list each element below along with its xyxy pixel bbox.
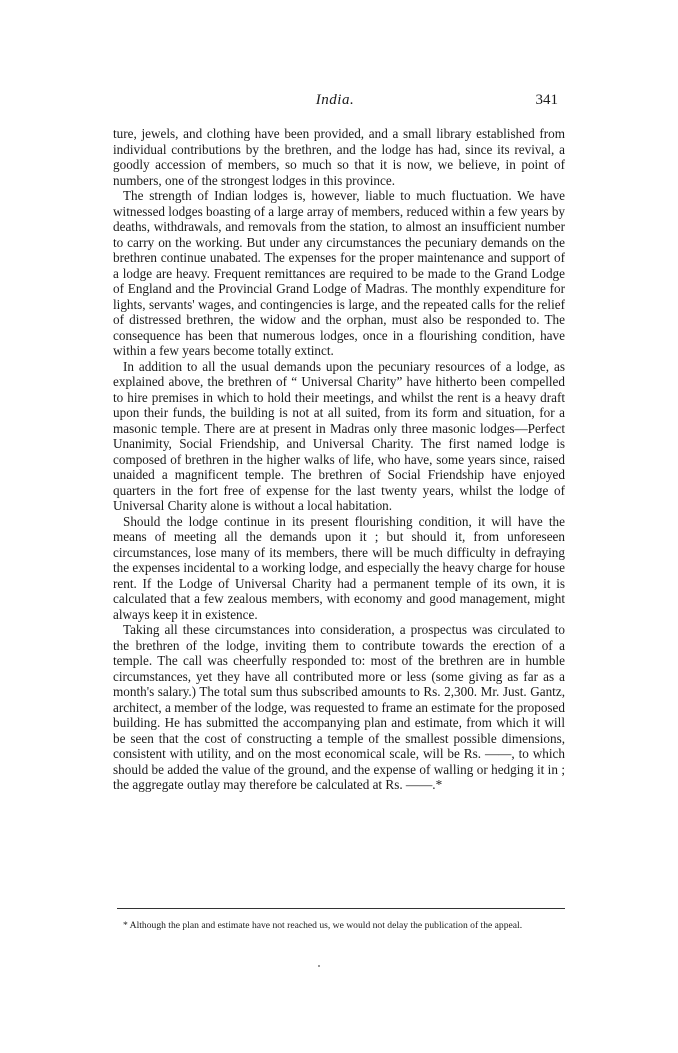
footnote-text: * Although the plan and estimate have not reached us, we would not delay the publication of the appeal. (123, 920, 523, 931)
body-text (113, 126, 565, 793)
paragraph: In addition to all the usual demands upon the pecuniary resources of a lodge, as explained above, the brethren of “ Universal Charity” have hitherto been compelled to hire premises in which to hold their meetings, and whilst the rent is a heavy draft upon their funds, the building is not at all suited, from its form and situation, for a masonic temple. There are at present in Madras only three masonic lodges—Perfect Unanimity, Social Friendship, and Universal Charity. The first named lodge is composed of brethren in the higher walks of life, who have, some years since, raised unaided a magnificent temple. The brethren of Social Friendship have enjoyed quarters in the fort free of expense for the last twenty years, whilst the lodge of Universal Charity alone is without a local habitation. (113, 358, 565, 513)
printing-speck (318, 965, 320, 967)
footnote-divider (117, 908, 565, 909)
paragraph: The strength of Indian lodges is, however, liable to much fluctuation. We have witnessed lodges boasting of a large array of members, reduced within a few years by deaths, withdrawals, and removals from the station, to almost an insufficient number to carry on the working. But under any circumstances the pecuniary demands on the brethren continue unabated. The expenses for the proper maintenance and support of a lodge are heavy. Frequent remittances are required to be made to the Grand Lodge of England and the Provincial Grand Lodge of Madras. The monthly expenditure for lights, servants' wages, and contingencies is large, and the repeated calls for the relief of distressed brethren, the widow and the orphan, must also be responded to. The consequence has been that numerous lodges, once in a flourishing condition, have within a few years become totally extinct. (113, 188, 566, 358)
paragraph: Should the lodge continue in its present flourishing condition, it will have the means of meeting all the demands upon it ; but should it, from unforeseen circumstances, lose many of its members, there will be much difficulty in defraying the expenses incidental to a working lodge, and especially the heavy charge for house rent. If the Lodge of Universal Charity had a permanent temple of its own, it is calculated that a few zealous members, with economy and good management, might always keep it in existence. (113, 513, 565, 622)
footnote (117, 920, 565, 932)
paragraph-continuation: ture, jewels, and clothing have been provided, and a small library established from individual contributions by the brethren, and the lodge has had, since its revival, a goodly accession of members, so much so that it is now, we believe, in point of numbers, one of the strongest lodges in this province. (113, 126, 565, 188)
paragraph: Taking all these circumstances into consideration, a prospectus was circulated to the brethren of the lodge, inviting them to contribute towards the erection of a temple. The call was cheerfully responded to: most of the brethren are in humble circumstances, yet they have all contributed more or less (some giving as far as a month's salary.) The total sum thus subscribed amounts to Rs. 2,300. Mr. Just. Gantz, architect, a member of the lodge, was requested to frame an estimate for the proposed building. He has submitted the accompanying plan and estimate, from which it will be seen that the cost of constructing a temple of the smallest possible dimensions, consistent with utility, and on the most economical scale, will be Rs. ——, to which should be added the value of the ground, and the expense of walling or hedging it in ; the aggregate outlay may therefore be calculated at Rs. ——.* (113, 622, 565, 792)
running-head-title: India. (315, 92, 355, 108)
running-head (112, 92, 558, 114)
page-number: 341 (535, 92, 558, 108)
